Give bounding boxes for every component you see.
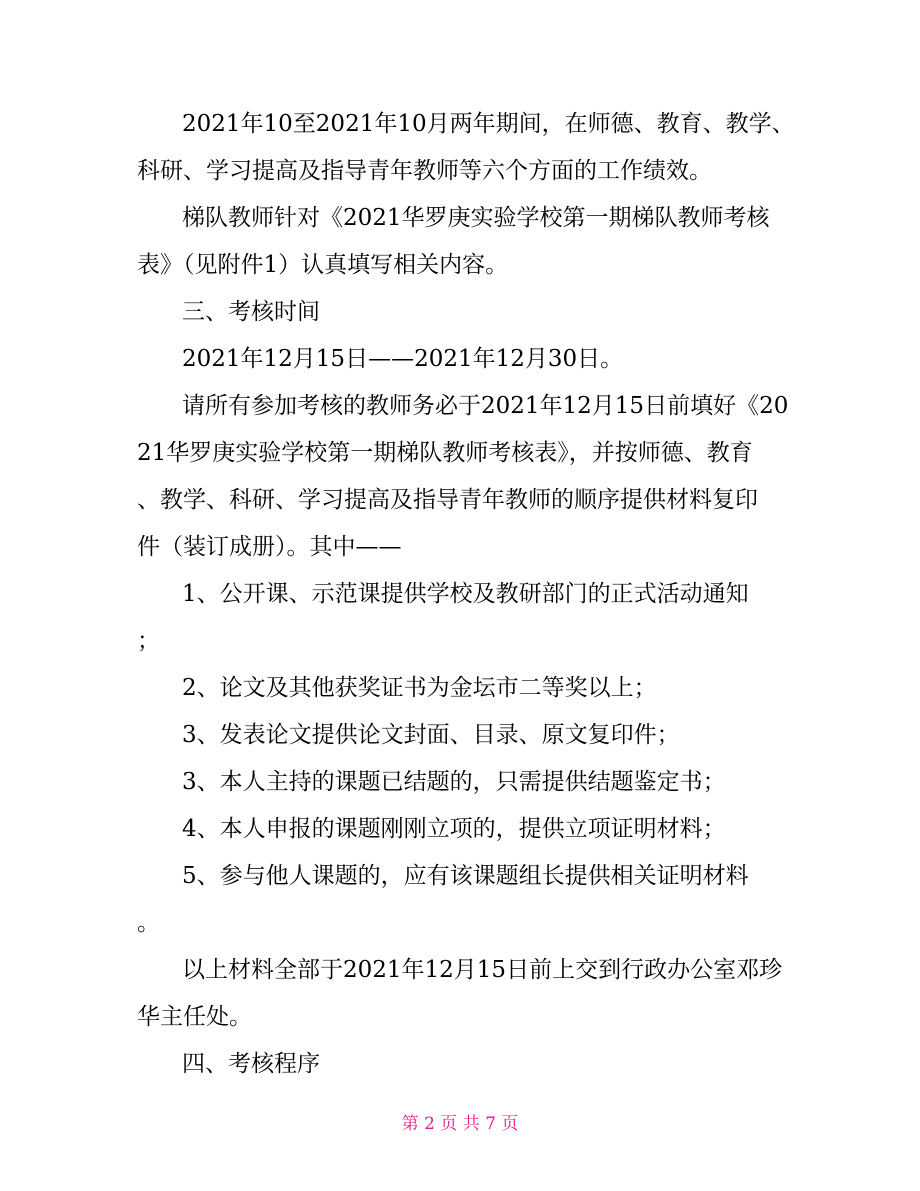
section-heading: 三、考核时间 (182, 299, 320, 325)
list-item: 3、本人主持的课题已结题的，只需提供结题鉴定书； (182, 769, 726, 795)
paragraph-line: 科研、学习提高及指导青年教师等六个方面的工作绩效。 (137, 158, 712, 184)
paragraph-line: 件（装订成册）。其中—— (137, 534, 402, 560)
paragraph-line: 梯队教师针对《2021华罗庚实验学校第一期梯队教师考核 (182, 205, 770, 231)
list-item: 5、参与他人课题的，应有该课题组长提供相关证明材料 (182, 863, 749, 889)
document-body (137, 101, 795, 1088)
paragraph-line: 表》（见附件1）认真填写相关内容。 (137, 252, 509, 278)
list-item-continuation: ； (137, 628, 160, 654)
list-item: 4、本人申报的课题刚刚立项的，提供立项证明材料； (182, 816, 726, 842)
paragraph-line: 2021年10至2021年10月两年期间，在师德、教育、教学、 (182, 111, 795, 137)
section-heading: 四、考核程序 (182, 1051, 320, 1077)
paragraph-line: 以上材料全部于2021年12月15日前上交到行政办公室邓珍 (182, 957, 783, 983)
paragraph-line: 请所有参加考核的教师务必于2021年12月15日前填好《20 (182, 393, 789, 419)
page-number-footer: 第 2 页 共 7 页 (401, 1114, 519, 1134)
paragraph-line: 21华罗庚实验学校第一期梯队教师考核表》，并按师德、教育 (137, 440, 753, 466)
list-item-continuation: 。 (137, 910, 160, 936)
paragraph-line: 华主任处。 (137, 1004, 252, 1030)
list-item: 2、论文及其他获奖证书为金坛市二等奖以上； (182, 675, 657, 701)
list-item: 1、公开课、示范课提供学校及教研部门的正式活动通知 (182, 581, 749, 607)
list-item: 3、发表论文提供论文封面、目录、原文复印件； (182, 722, 680, 748)
paragraph-line: 2021年12月15日——2021年12月30日。 (182, 346, 624, 372)
paragraph-line: 、教学、科研、学习提高及指导青年教师的顺序提供材料复印 (137, 487, 758, 513)
